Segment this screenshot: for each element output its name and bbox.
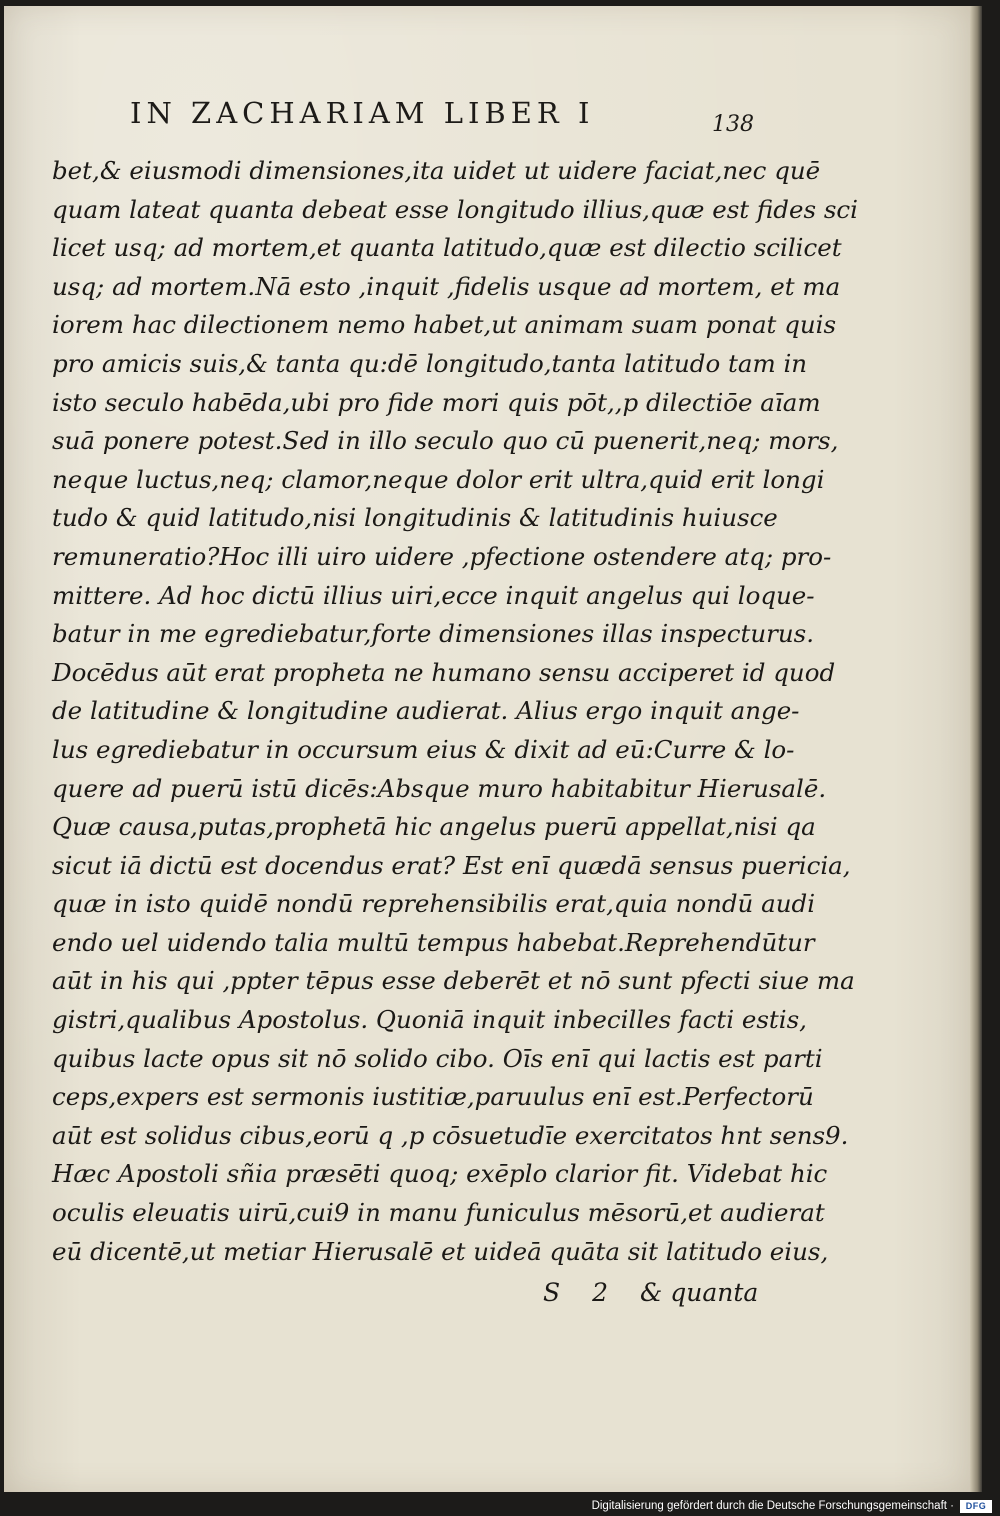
text-line: sicut iā dictū est docendus erat? Est enī quædā sensus puericia, <box>52 850 851 880</box>
text-line: endo uel uidendo talia multū tempus habebat.Reprehendūtur <box>52 927 815 957</box>
signature-mark: S <box>543 1278 561 1307</box>
page-edge-shadow <box>970 6 982 1492</box>
text-line: oculis eleuatis uirū,cui9 in manu funiculus mēsorū,et audierat <box>52 1198 825 1228</box>
text-line: usq; ad mortem.Nā esto ,inquit ,fidelis usque ad mortem, et ma <box>52 271 841 301</box>
funding-credit: Digitalisierung gefördert durch die Deutsche Forschungsgemeinschaft · <box>591 1500 954 1512</box>
text-line: quibus lacte opus sit nō solido cibo. Oīs enī qui lactis est parti <box>52 1043 823 1073</box>
text-line: Quæ causa,putas,prophetā hic angelus puerū appellat,nisi qa <box>52 812 816 842</box>
text-line: licet usq; ad mortem,et quanta latitudo,quæ est dilectio scilicet <box>52 233 842 263</box>
text-line: Docēdus aūt erat propheta ne humano sensu acciperet id quod <box>52 657 836 687</box>
dfg-logo: DFG <box>960 1500 992 1513</box>
text-line: quere ad puerū istū dicēs:Absque muro habitabitur Hierusalē. <box>52 773 827 803</box>
text-line: eū dicentē,ut metiar Hierusalē et uideā quāta sit latitudo eius, <box>52 1236 829 1266</box>
text-block <box>52 152 858 1271</box>
text-line: bet,& eiusmodi dimensiones,ita uidet ut uidere faciat,nec quē <box>52 156 821 185</box>
text-line: isto seculo habēda,ubi pro fide mori quis pōt,,p dilectiōe aīam <box>52 387 821 417</box>
text-line: quam lateat quanta debeat esse longitudo illius,quæ est fides sci <box>52 194 858 224</box>
text-line: quæ in isto quidē nondū reprehensibilis erat,quia nondū audi <box>52 889 816 919</box>
text-line: lus egrediebatur in occursum eius & dixit ad eū:Curre & lo- <box>52 734 795 764</box>
text-line: aūt est solidus cibus,eorū q ,p cōsuetudīe exercitatos hnt sens9. <box>52 1120 849 1150</box>
text-line: gistri,qualibus Apostolus. Quoniā inquit inbecilles facti estis, <box>52 1005 807 1035</box>
text-line: tudo & quid latitudo,nisi longitudinis & latitudinis huiusce <box>52 503 778 533</box>
folio-number: 138 <box>712 112 754 137</box>
text-line: Hæc Apostoli sñia præsēti quoq; exēplo clarior fit. Videbat hic <box>52 1159 828 1189</box>
text-line: pro amicis suis,& tanta qu:dē longitudo,tanta latitudo tam in <box>52 348 808 378</box>
text-line: suā ponere potest.Sed in illo seculo quo cū puenerit,neq; mors, <box>52 426 839 456</box>
catchword-line <box>543 1278 758 1307</box>
text-line: de latitudine & longitudine audierat. Alius ergo inquit ange- <box>52 696 800 726</box>
text-line: batur in me egrediebatur,forte dimensiones illas inspecturus. <box>52 619 815 649</box>
signature-number: 2 <box>592 1278 609 1307</box>
text-line: mittere. Ad hoc dictū illius uiri,ecce inquit angelus qui loque- <box>52 580 815 610</box>
running-head: IN ZACHARIAM LIBER I <box>130 96 595 130</box>
text-line: remuneratio?Hoc illi uiro uidere ,pfectione ostendere atq; pro- <box>52 541 832 571</box>
text-line: aūt in his qui ,ppter tēpus esse deberēt et nō sunt pfecti siue ma <box>52 966 855 996</box>
text-line: iorem hac dilectionem nemo habet,ut animam suam ponat quis <box>52 310 837 340</box>
text-line: ceps,expers est sermonis iustitiæ,paruulus enī est.Perfectorū <box>52 1082 814 1112</box>
catchword: & quanta <box>640 1278 759 1307</box>
text-line: neque luctus,neq; clamor,neque dolor erit ultra,quid erit longi <box>52 464 825 494</box>
